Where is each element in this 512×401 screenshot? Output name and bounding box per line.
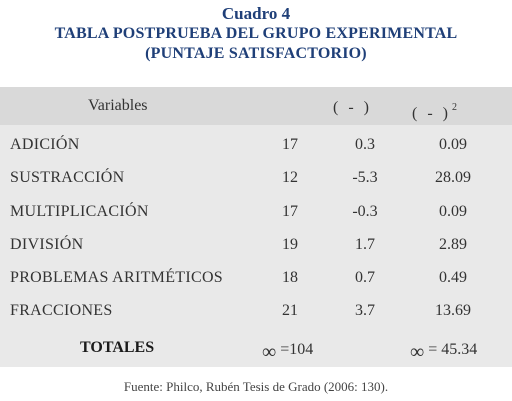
row-value-deviation: -0.3 bbox=[352, 203, 378, 220]
row-value-deviation-squared: 0.09 bbox=[439, 203, 467, 220]
row-value-score: 19 bbox=[282, 236, 298, 253]
total-deviation-squared bbox=[410, 340, 477, 362]
row-label: FRACCIONES bbox=[10, 302, 113, 319]
row-value-deviation: -5.3 bbox=[352, 169, 378, 186]
source-note: Fuente: Philco, Rubén Tesis de Grado (2006: 130). bbox=[123, 379, 389, 394]
total-score bbox=[262, 340, 313, 362]
row-label: MULTIPLICACIÓN bbox=[10, 203, 149, 220]
row-label: PROBLEMAS ARITMÉTICOS bbox=[10, 269, 223, 286]
infinity-symbol: ∞ bbox=[410, 341, 425, 363]
row-value-score: 17 bbox=[282, 136, 298, 153]
row-label: DIVISIÓN bbox=[10, 236, 84, 253]
row-value-deviation-squared: 0.49 bbox=[439, 269, 467, 286]
row-value-score: 21 bbox=[282, 302, 298, 319]
row-value-score: 18 bbox=[282, 269, 298, 286]
table-number: Cuadro 4 bbox=[221, 4, 291, 23]
row-label: ADICIÓN bbox=[10, 136, 80, 153]
column-header-deviation-squared bbox=[412, 98, 457, 124]
total-score-value: =104 bbox=[280, 341, 314, 358]
row-value-deviation: 3.7 bbox=[355, 302, 375, 319]
row-value-deviation-squared: 2.89 bbox=[439, 236, 467, 253]
superscript-two: 2 bbox=[451, 102, 457, 113]
row-value-deviation-squared: 0.09 bbox=[439, 136, 467, 153]
column-header-deviation-squared-text: ( - ) bbox=[412, 105, 451, 122]
row-value-deviation: 0.7 bbox=[355, 269, 375, 286]
table-panel bbox=[0, 87, 512, 367]
table-subtitle: (PUNTAJE SATISFACTORIO) bbox=[145, 45, 367, 62]
total-deviation-squared-value: = 45.34 bbox=[428, 341, 478, 358]
totals-label: TOTALES bbox=[80, 339, 155, 356]
row-value-deviation-squared: 13.69 bbox=[435, 302, 471, 319]
row-value-deviation-squared: 28.09 bbox=[435, 169, 471, 186]
column-header-deviation: ( - ) bbox=[333, 99, 372, 116]
table-title: TABLA POSTPRUEBA DEL GRUPO EXPERIMENTAL bbox=[54, 25, 458, 42]
row-value-score: 12 bbox=[282, 169, 298, 186]
title-block bbox=[0, 4, 512, 64]
row-value-deviation: 1.7 bbox=[355, 236, 375, 253]
row-value-score: 17 bbox=[282, 203, 298, 220]
row-label: SUSTRACCIÓN bbox=[10, 169, 125, 186]
infinity-symbol: ∞ bbox=[262, 341, 277, 363]
column-header-variables: Variables bbox=[88, 97, 148, 114]
row-value-deviation: 0.3 bbox=[355, 136, 375, 153]
